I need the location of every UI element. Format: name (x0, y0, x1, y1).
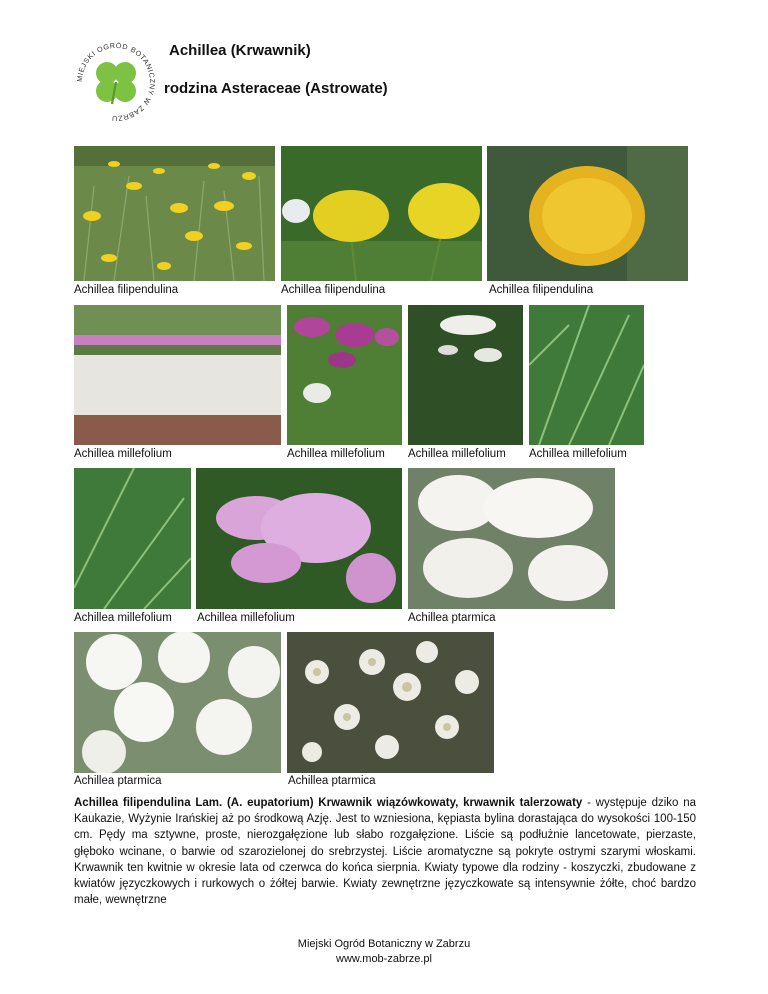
photo-millefolium-lilac (196, 468, 402, 609)
description-paragraph (74, 795, 696, 908)
caption: Achillea ptarmica (408, 612, 496, 624)
caption: Achillea millefolium (74, 612, 172, 624)
description-body: - występuje dziko na Kaukazie, Wyżynie Irańskiej aż po środkową Azję. Jest to wzniesiona, kępiasta bylina dorastająca do wysokości 100-150 cm. Pędy ma sztywne, proste, nierozgałęzione lub słabo rozgałęzione. Liście są podłużnie lancetowate, pierzaste, głęboko wcinane, o barwie od szarozielonej do srebrzystej. Liście aromatyczne są pokryte ostrymi szarymi włoskami. Krwawnik ten kwitnie w okresie lata od czerwca do końca sierpnia. Kwiaty typowe dla rodziny - koszyczki, zbudowane z kwiatów języczkowych i rurkowych o żółtej barwie. Kwiaty zewnętrzne języczkowate są intensywnie żółte, choć bardzo małe, wewnętrzne (74, 797, 696, 907)
photo-millefolium-pink (287, 305, 402, 445)
photo-ptarmica-double (74, 632, 281, 773)
svg-text:MIEJSKI OGRÓD BOTANICZNY W ZAB (75, 41, 157, 123)
description-lead: Achillea filipendulina Lam. (A. eupatorium) Krwawnik wiązówkowaty, krwawnik talerzowaty (74, 797, 583, 809)
caption: Achillea filipendulina (74, 284, 179, 296)
footer-url[interactable]: www.mob-zabrze.pl (336, 953, 432, 965)
caption: Achillea ptarmica (74, 775, 162, 787)
photo-ptarmica-cluster (408, 468, 615, 609)
caption: Achillea filipendulina (281, 284, 386, 296)
caption: Achillea ptarmica (288, 775, 376, 787)
page-title: Achillea (Krwawnik) (169, 42, 311, 59)
photo-millefolium-leaves (529, 305, 644, 445)
page-subtitle: rodzina Asteraceae (Astrowate) (164, 80, 388, 97)
caption: Achillea millefolium (287, 448, 385, 460)
photo-millefolium-white (408, 305, 523, 445)
photo-millefolium-garden (74, 305, 281, 445)
footer-org: Miejski Ogród Botaniczny w Zabrzu (297, 938, 471, 950)
photo-filipendulina-closeup (281, 146, 482, 281)
caption: Achillea millefolium (197, 612, 295, 624)
photo-ptarmica-single (287, 632, 494, 773)
photo-filipendulina-head (487, 146, 688, 281)
caption: Achillea millefolium (408, 448, 506, 460)
caption: Achillea filipendulina (489, 284, 594, 296)
caption: Achillea millefolium (529, 448, 627, 460)
caption: Achillea millefolium (74, 448, 172, 460)
garden-logo (72, 38, 160, 126)
photo-millefolium-foliage (74, 468, 191, 609)
logo-text: MIEJSKI OGRÓD BOTANICZNY W ZABRZU (74, 40, 158, 124)
photo-filipendulina-field (74, 146, 275, 281)
